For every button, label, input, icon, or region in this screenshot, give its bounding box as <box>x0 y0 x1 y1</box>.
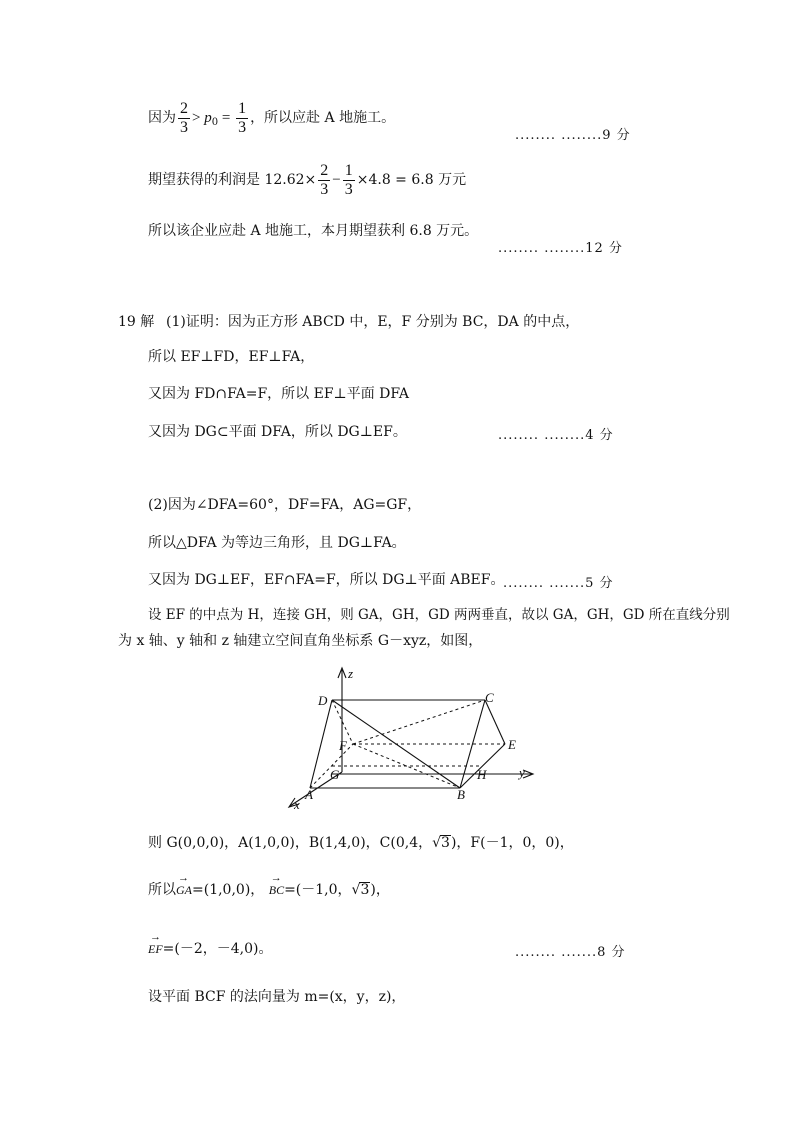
line-expected-profit: 期望获得的利润是 12.62× $\frac{2}{3}$ − $\frac{1}{3}$ ×4.8 = 6.8 万元 <box>148 161 467 198</box>
score-12: ........ ........12 分 <box>498 241 623 256</box>
q19-label: 19 解 <box>118 314 155 330</box>
label-z: z <box>348 666 354 681</box>
proof-line-2: 所以 EF⊥FD，EF⊥FA， <box>148 349 315 365</box>
normal-vector-line: 设平面 BCF 的法向量为 m=(x，y，z)， <box>148 989 406 1005</box>
label-H: H <box>477 767 487 782</box>
line-conclusion: 所以该企业应赴 A 地施工，本月期望获利 6.8 万元。 <box>148 223 479 239</box>
proof-line-3: 又因为 FD∩FA=F，所以 EF⊥平面 DFA <box>148 386 410 402</box>
label-E: E <box>508 737 516 752</box>
score-5: ........ .......5 分 <box>503 576 614 591</box>
fraction: $\frac{1}{3}$ <box>238 99 247 136</box>
score-9: ........ ........9 分 <box>515 128 631 143</box>
coordinate-figure <box>280 662 540 822</box>
label-F: F <box>339 738 347 753</box>
score-4: ........ ........4 分 <box>498 428 614 443</box>
part2-line-3: 又因为 DG⊥EF，EF∩FA=F，所以 DG⊥平面 ABEF。 <box>148 572 505 588</box>
fraction: $\frac{1}{3}$ <box>344 161 353 198</box>
part2-line-1: (2)因为∠DFA=60°，DF=FA，AG=GF， <box>148 497 422 513</box>
part2-line-4: 设 EF 的中点为 H，连接 GH，则 GA，GH，GD 两两垂直，故以 GA，GH，GD 所在直线分别 <box>148 607 730 623</box>
proof-line-4: 又因为 DG⊂平面 DFA，所以 DG⊥EF。 <box>148 424 407 440</box>
label-G: G <box>330 767 340 782</box>
label-x: x <box>294 797 300 812</box>
proof-line-1: (1)证明：因为正方形 ABCD 中，E，F 分别为 BC，DA 的中点， <box>166 314 580 330</box>
vectors-line: 所以→ GA=(1,0,0)， → BC=(－1,0，√3)， <box>148 880 390 900</box>
label-A: A <box>305 787 313 802</box>
label-C: C <box>485 690 494 705</box>
part2-line-5: 为 x 轴、y 轴和 z 轴建立空间直角坐标系 G－xyz，如图， <box>118 633 483 649</box>
fraction: $\frac{2}{3}$ <box>320 161 329 198</box>
label-B: B <box>457 787 465 802</box>
label-D: D <box>318 693 328 708</box>
line-decision: 因为 $\frac{2}{3}$ > $p_0$ = $\frac{1}{3}$ ，所以应赴 A 地施工。 <box>148 99 396 136</box>
vector-ef-line: → EF=(－2，－4,0)。 <box>148 939 273 959</box>
fraction: $\frac{2}{3}$ <box>180 99 188 136</box>
coords-line: 则 G(0,0,0)，A(1,0,0)，B(1,4,0)，C(0,4，√3)，F(－1，0，0)， <box>148 835 574 851</box>
score-8: ........ .......8 分 <box>515 945 626 960</box>
label-y: y <box>519 765 525 780</box>
part2-line-2: 所以△DFA 为等边三角形，且 DG⊥FA。 <box>148 535 406 551</box>
